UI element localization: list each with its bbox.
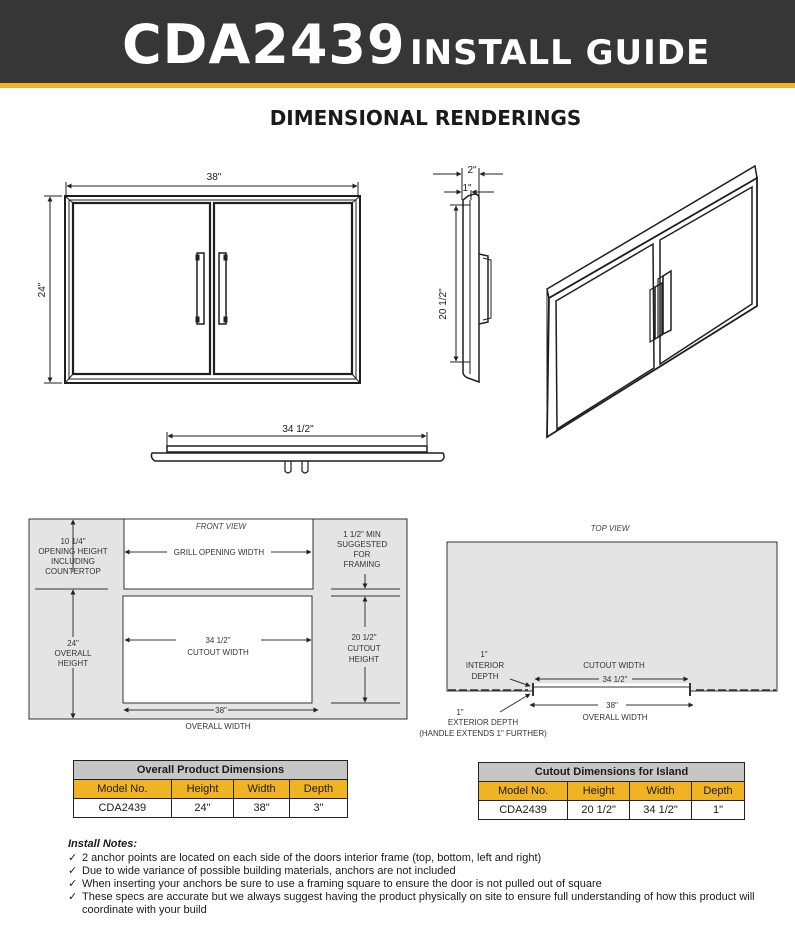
cutout-width-cell: 34 1/2" xyxy=(630,801,692,820)
product-model-cell: CDA2439 xyxy=(74,799,172,818)
install-note-text: 2 anchor points are located on each side of the doors interior frame (top, bottom, left and right) xyxy=(82,852,542,864)
svg-text:CUTOUT: CUTOUT xyxy=(347,644,381,653)
svg-text:(HANDLE EXTENDS 1" FURTHER): (HANDLE EXTENDS 1" FURTHER) xyxy=(419,729,547,738)
front-overall-width-value: 38" xyxy=(215,706,227,715)
top-overall-width-value: 38" xyxy=(606,701,618,710)
front-height-label: 24" xyxy=(37,282,48,298)
front-overall-width-label: OVERALL WIDTH xyxy=(185,722,251,731)
perspective-drawing xyxy=(547,166,757,437)
svg-text:EXTERIOR DEPTH: EXTERIOR DEPTH xyxy=(447,718,519,727)
check-icon: ✓ xyxy=(68,852,78,864)
svg-text:10 1/4": 10 1/4" xyxy=(60,537,86,546)
cutout-header-model: Model No. xyxy=(479,782,568,801)
svg-text:OVERALL: OVERALL xyxy=(54,649,92,658)
cutout-height-cell: 20 1/2" xyxy=(568,801,630,820)
product-depth-cell: 3" xyxy=(289,799,347,818)
install-note xyxy=(68,865,768,878)
cutout-table-caption: Cutout Dimensions for Island xyxy=(479,763,745,782)
front-width-label: 38" xyxy=(206,172,222,183)
svg-text:24": 24" xyxy=(67,639,79,648)
svg-text:DEPTH: DEPTH xyxy=(471,672,499,681)
section-title: DIMENSIONAL RENDERINGS xyxy=(269,106,582,130)
product-header-depth: Depth xyxy=(289,780,347,799)
guide-title: INSTALL GUIDE xyxy=(410,33,711,73)
top-elevation-drawing xyxy=(151,432,444,473)
svg-text:FRAMING: FRAMING xyxy=(343,560,381,569)
svg-text:HEIGHT: HEIGHT xyxy=(57,659,89,668)
svg-text:HEIGHT: HEIGHT xyxy=(348,655,380,664)
check-icon: ✓ xyxy=(68,891,78,903)
svg-text:FOR: FOR xyxy=(353,550,371,559)
svg-text:CUTOUT WIDTH: CUTOUT WIDTH xyxy=(187,648,249,657)
top-cutout-width-value: 34 1/2" xyxy=(602,675,628,684)
side-height-label: 20 1/2" xyxy=(438,288,449,320)
install-note xyxy=(68,852,768,865)
product-header-model: Model No. xyxy=(74,780,172,799)
check-icon: ✓ xyxy=(68,865,78,877)
product-header-height: Height xyxy=(171,780,234,799)
install-note-text: When inserting your anchors be sure to use a framing square to ensure the door is not pulled out of square xyxy=(82,878,602,890)
front-view-title: FRONT VIEW xyxy=(195,522,247,531)
install-notes xyxy=(68,838,768,917)
cutout-header-depth: Depth xyxy=(691,782,744,801)
top-cutout-width-label: CUTOUT WIDTH xyxy=(583,661,645,670)
svg-text:1 1/2" MIN: 1 1/2" MIN xyxy=(343,530,381,539)
cutout-height-label xyxy=(347,633,380,664)
model-title: CDA2439 xyxy=(122,13,406,76)
svg-text:34 1/2": 34 1/2" xyxy=(205,636,231,645)
svg-text:INTERIOR: INTERIOR xyxy=(465,661,505,670)
product-width-cell: 38" xyxy=(234,799,290,818)
side-depth-label: 2" xyxy=(467,165,477,176)
cutout-header-height: Height xyxy=(568,782,630,801)
side-frame-label: 1" xyxy=(462,183,472,194)
top-view-diagram xyxy=(447,542,777,712)
top-view-title: TOP VIEW xyxy=(590,524,630,533)
install-note-text: Due to wide variance of possible building materials, anchors are not included xyxy=(82,865,456,877)
cutout-header-width: Width xyxy=(630,782,692,801)
check-icon: ✓ xyxy=(68,878,78,890)
top-overall-width-label: OVERALL WIDTH xyxy=(582,713,648,722)
top-width-label: 34 1/2" xyxy=(282,424,314,435)
exterior-depth-label xyxy=(419,708,547,738)
product-header-width: Width xyxy=(234,780,290,799)
svg-text:20 1/2": 20 1/2" xyxy=(351,633,377,642)
product-dimensions-table xyxy=(73,760,348,818)
product-height-cell: 24" xyxy=(171,799,234,818)
install-note xyxy=(68,891,768,917)
product-table-caption: Overall Product Dimensions xyxy=(74,761,348,780)
svg-text:OPENING HEIGHT: OPENING HEIGHT xyxy=(38,547,108,556)
svg-text:INCLUDING: INCLUDING xyxy=(50,557,96,566)
install-note-text: These specs are accurate but we always suggest having the product physically on site to ensure full understanding of how this product will coordinate with your build xyxy=(82,891,755,916)
install-note xyxy=(68,878,768,891)
cutout-dimensions-table xyxy=(478,762,745,820)
svg-text:1": 1" xyxy=(456,708,464,717)
install-notes-title: Install Notes: xyxy=(68,838,138,850)
side-elevation-drawing xyxy=(433,168,503,382)
svg-text:SUGGESTED: SUGGESTED xyxy=(336,540,388,549)
svg-text:1": 1" xyxy=(480,650,488,659)
svg-text:COUNTERTOP: COUNTERTOP xyxy=(45,567,101,576)
cutout-model-cell: CDA2439 xyxy=(479,801,568,820)
cutout-depth-cell: 1" xyxy=(691,801,744,820)
grill-opening-width-label: GRILL OPENING WIDTH xyxy=(173,548,265,557)
front-elevation-drawing xyxy=(44,182,360,383)
